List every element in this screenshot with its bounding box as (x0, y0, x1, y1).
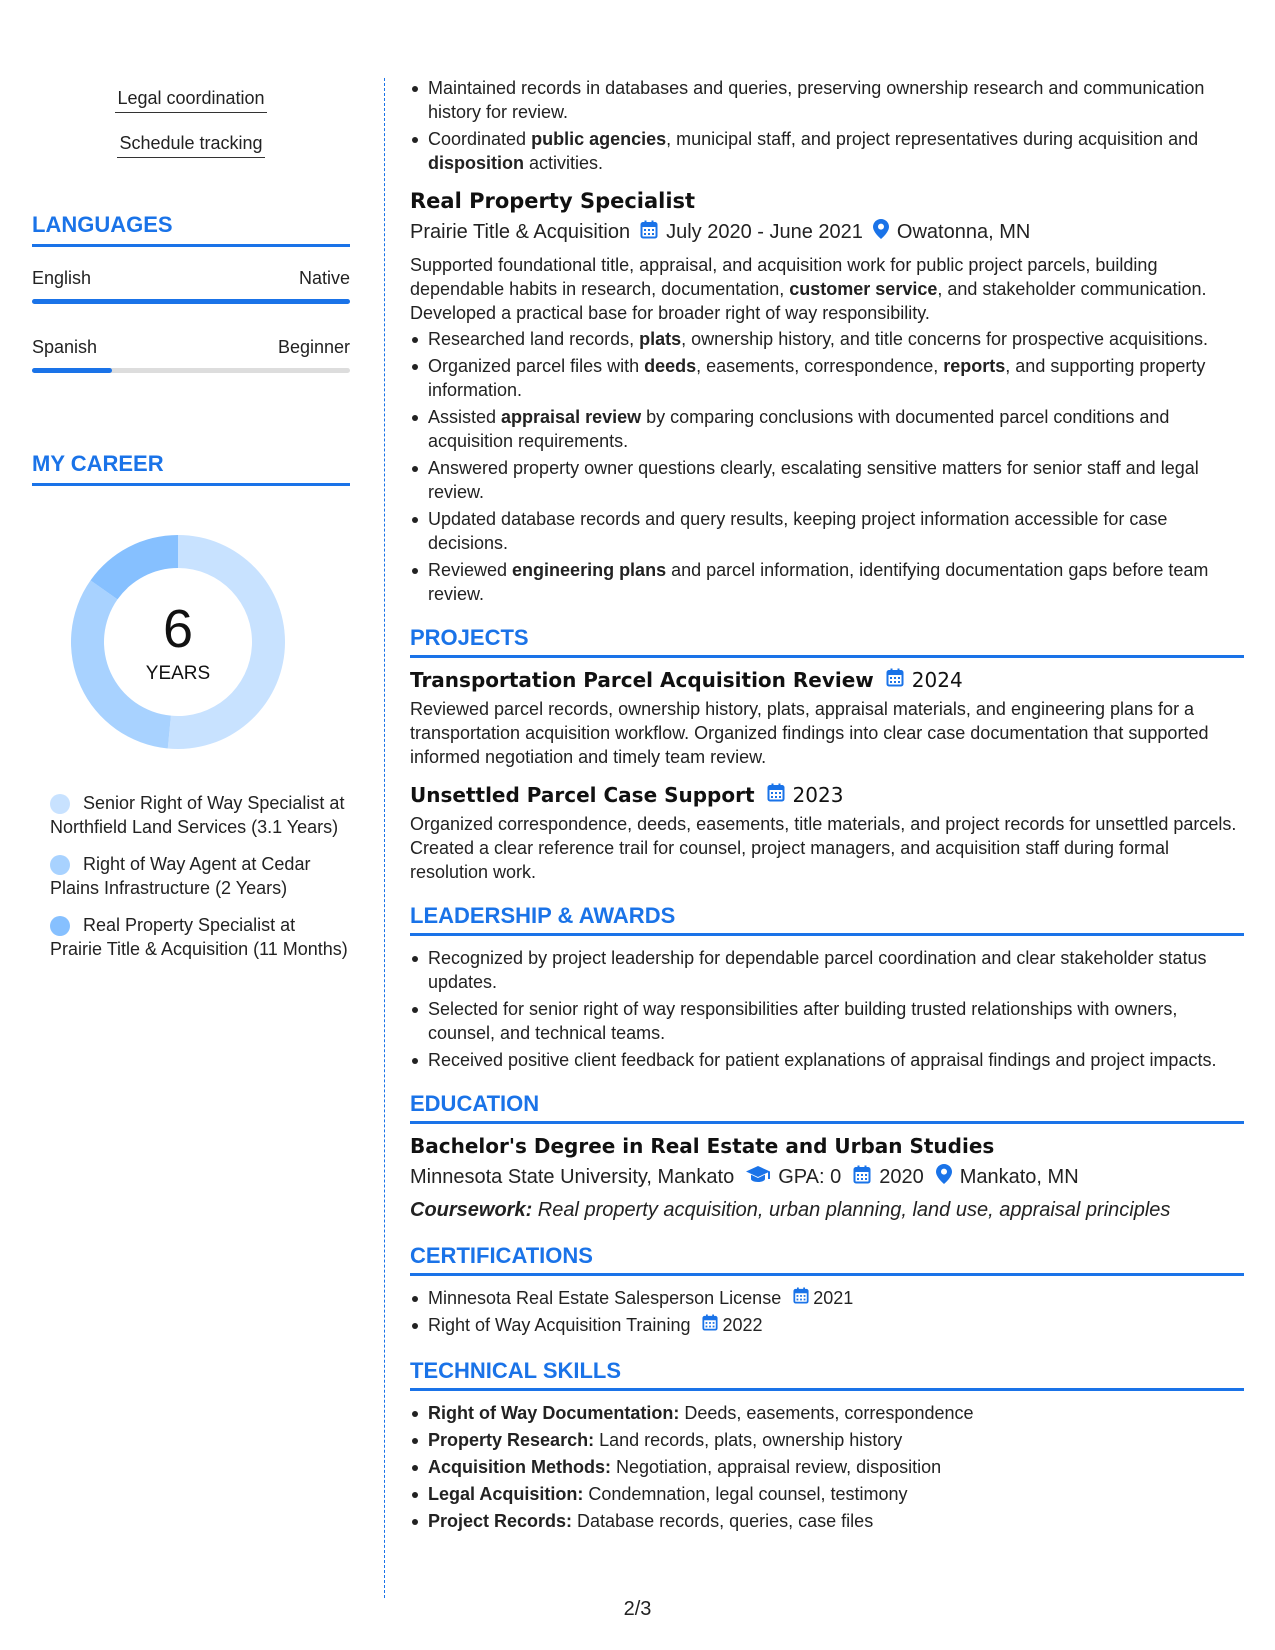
job-meta (410, 219, 1244, 245)
project-title-row (410, 668, 1244, 692)
career-legend-item (50, 913, 350, 961)
languages-heading: LANGUAGES (32, 212, 350, 247)
skill-tag-wrap (32, 88, 350, 113)
job-summary: Supported foundational title, appraisal, and acquisition work for public project parcels, building dependable habits in research, documentation, customer service, and stakeholder communication. Developed a practical base for broader right of way responsibility. (410, 255, 1207, 323)
location-pin-icon (936, 1164, 952, 1190)
language-level: Native (298, 268, 350, 288)
coursework-label: Coursework: (410, 1199, 533, 1221)
bold-keyword: appraisal review (501, 407, 642, 427)
technical-skill-item (410, 1509, 1244, 1533)
career-legend-label: Real Property Specialist at Prairie Title & Acquisition (11 Months) (50, 915, 348, 959)
language-proficiency-fill (32, 368, 112, 373)
skill-tag-wrap (32, 133, 350, 158)
career-donut-chart (66, 530, 290, 754)
bold-keyword: deeds (644, 356, 697, 376)
skill-value: Negotiation, appraisal review, disposition (611, 1457, 942, 1477)
job-dates: July 2020 - June 2021 (666, 221, 863, 243)
education-heading: EDUCATION (410, 1092, 1244, 1124)
skill-label: Project Records: (428, 1511, 573, 1531)
certification-item (410, 1286, 1244, 1310)
project-title-row (410, 783, 1244, 807)
career-heading: MY CAREER (32, 451, 350, 486)
calendar-icon (767, 783, 785, 807)
coursework (410, 1198, 1244, 1222)
legend-dot (50, 916, 70, 936)
language-proficiency-fill (32, 299, 350, 304)
bold-keyword: disposition (428, 153, 524, 173)
certification-row (428, 1286, 1244, 1310)
coursework-list: Real property acquisition, urban planning, land use, appraisal principles (532, 1199, 1171, 1221)
job-company: Prairie Title & Acquisition (410, 221, 631, 243)
language-name: Spanish (32, 337, 98, 357)
certifications-list (410, 1286, 1244, 1337)
bullet-item: Coordinated public agencies, municipal staff, and project representatives during acquisition and disposition activities. (410, 127, 1244, 175)
career-legend (50, 791, 350, 974)
bullet-item: Received positive client feedback for patient explanations of appraisal findings and project impacts. (410, 1048, 1244, 1072)
bullet-item: Updated database records and query results, keeping project information accessible for case decisions. (410, 507, 1244, 555)
career-legend-label: Right of Way Agent at Cedar Plains Infrastructure (2 Years) (50, 854, 311, 898)
certification-name: Minnesota Real Estate Salesperson License (428, 1288, 782, 1308)
calendar-icon (793, 1286, 809, 1310)
skill-tag: Legal coordination (115, 88, 266, 113)
technical-skill-item (410, 1428, 1244, 1452)
page-number: 2/3 (623, 1598, 652, 1620)
donut-center (66, 530, 290, 754)
project-title: Transportation Parcel Acquisition Review (410, 668, 874, 692)
career-legend-label: Senior Right of Way Specialist at Northfield Land Services (3.1 Years) (50, 793, 345, 837)
calendar-icon (886, 668, 904, 692)
project-date: 2024 (911, 668, 963, 692)
skill-value: Land records, plats, ownership history (594, 1430, 903, 1450)
location-pin-icon (873, 219, 889, 245)
project-entry (410, 668, 1244, 769)
gpa: GPA: 0 (778, 1166, 842, 1188)
graduation-year: 2020 (879, 1166, 924, 1188)
graduation-cap-icon (746, 1165, 770, 1189)
technical-skills-list (410, 1401, 1244, 1533)
legend-dot (50, 855, 70, 875)
calendar-icon (853, 1165, 871, 1190)
technical-skills-heading: TECHNICAL SKILLS (410, 1359, 1244, 1391)
bullet-item: Answered property owner questions clearly, escalating sensitive matters for senior staff and legal review. (410, 456, 1244, 504)
job-bullets (410, 327, 1244, 606)
education-location: Mankato, MN (959, 1166, 1079, 1188)
skill-label: Property Research: (428, 1430, 595, 1450)
skill-label: Legal Acquisition: (428, 1484, 584, 1504)
skill-label: Right of Way Documentation: (428, 1403, 680, 1423)
skill-value: Deeds, easements, correspondence (679, 1403, 974, 1423)
bold-keyword: engineering plans (512, 560, 667, 580)
bold-keyword: public agencies (531, 129, 667, 149)
job-title: Real Property Specialist (410, 189, 696, 213)
career-total-number: 6 (162, 599, 194, 659)
column-divider (384, 78, 385, 1598)
career-legend-item (50, 791, 350, 839)
bullet-item: Maintained records in databases and queries, preserving ownership research and communication history for review. (410, 76, 1244, 124)
certification-year: 2021 (813, 1288, 854, 1308)
language-proficiency-bar (32, 368, 350, 373)
project-title: Unsettled Parcel Case Support (410, 783, 755, 807)
degree-title: Bachelor's Degree in Real Estate and Urban Studies (410, 1134, 995, 1158)
language-level: Beginner (277, 337, 350, 357)
language-proficiency-bar (32, 299, 350, 304)
skill-value: Condemnation, legal counsel, testimony (583, 1484, 908, 1504)
certification-row (428, 1313, 1244, 1337)
calendar-icon (640, 220, 658, 245)
bullet-item: Assisted appraisal review by comparing conclusions with documented parcel conditions and acquisition requirements. (410, 405, 1244, 453)
education-entry (410, 1134, 1244, 1222)
certification-year: 2022 (722, 1315, 763, 1335)
project-entry (410, 783, 1244, 884)
job-entry (410, 189, 1244, 606)
bold-keyword: customer service (789, 279, 938, 299)
leadership-heading: LEADERSHIP & AWARDS (410, 904, 1244, 936)
project-description: Organized correspondence, deeds, easements, title materials, and project records for unsettled parcels. Created a clear reference trail for counsel, project managers, and acquisition staff during formal resolution work. (410, 814, 1237, 882)
technical-skill-item (410, 1482, 1244, 1506)
calendar-icon (702, 1313, 718, 1337)
language-name: English (32, 268, 92, 288)
certification-item (410, 1313, 1244, 1337)
career-total-label: YEARS (145, 663, 211, 684)
skill-value: Database records, queries, case files (572, 1511, 874, 1531)
skill-tag: Schedule tracking (117, 133, 264, 158)
job-location: Owatonna, MN (896, 221, 1031, 243)
previous-job-bullets (410, 76, 1244, 175)
career-legend-item (50, 852, 350, 900)
bullet-item: Recognized by project leadership for dependable parcel coordination and clear stakeholder status updates. (410, 946, 1244, 994)
projects-heading: PROJECTS (410, 626, 1244, 658)
skill-label: Acquisition Methods: (428, 1457, 611, 1477)
certification-name: Right of Way Acquisition Training (428, 1315, 691, 1335)
technical-skill-item (410, 1455, 1244, 1479)
project-date: 2023 (792, 783, 844, 807)
technical-skill-item (410, 1401, 1244, 1425)
bullet-item: Organized parcel files with deeds, easements, correspondence, reports, and supporting property information. (410, 354, 1244, 402)
main-column (410, 0, 1244, 1536)
school-name: Minnesota State University, Mankato (410, 1166, 735, 1188)
bold-keyword: plats (639, 329, 682, 349)
project-description: Reviewed parcel records, ownership history, plats, appraisal materials, and engineering plans for a transportation acquisition workflow. Organized findings into clear case documentation that supported informed negotiation and timely team review. (410, 699, 1209, 767)
bullet-item: Selected for senior right of way responsibilities after building trusted relationships with owners, counsel, and technical teams. (410, 997, 1244, 1045)
education-meta (410, 1164, 1244, 1190)
bullet-item: Researched land records, plats, ownership history, and title concerns for prospective acquisitions. (410, 327, 1244, 351)
certifications-heading: CERTIFICATIONS (410, 1244, 1244, 1276)
legend-dot (50, 794, 70, 814)
bold-keyword: reports (943, 356, 1006, 376)
leadership-bullets (410, 946, 1244, 1072)
bullet-item: Reviewed engineering plans and parcel information, identifying documentation gaps before team review. (410, 558, 1244, 606)
